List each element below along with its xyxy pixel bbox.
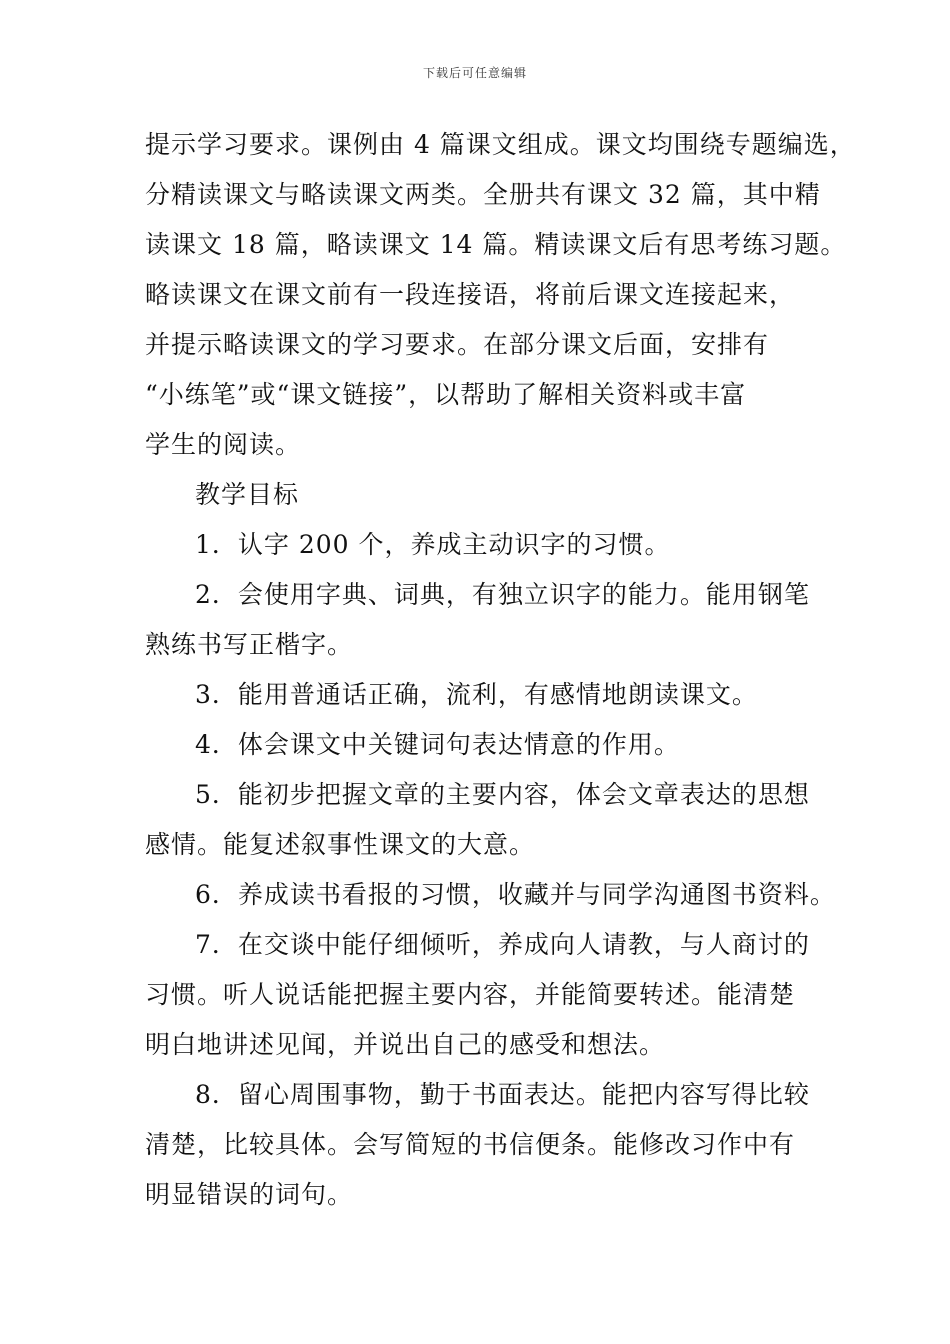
page-header: 下载后可任意编辑 <box>422 66 527 80</box>
text-line: 明显错误的词句。 <box>145 1180 354 1209</box>
text-line: 2．会使用字典、词典，有独立识字的能力。能用钢笔 <box>195 580 810 609</box>
text-line: 并提示略读课文的学习要求。在部分课文后面，安排有 <box>145 330 770 359</box>
goal-item-4 <box>145 720 815 770</box>
goal-item-2 <box>145 570 815 670</box>
text-line: 熟练书写正楷字。 <box>145 630 354 659</box>
intro-paragraph <box>145 120 856 470</box>
text-line: 1．认字 200 个，养成主动识字的习惯。 <box>195 530 671 559</box>
document-body <box>145 120 856 1220</box>
text-line: 4．体会课文中关键词句表达情意的作用。 <box>195 730 680 759</box>
text-line: 学生的阅读。 <box>145 430 302 459</box>
text-line: “小练笔”或“课文链接”，以帮助了解相关资料或丰富 <box>145 380 747 409</box>
text-line: 6．养成读书看报的习惯，收藏并与同学沟通图书资料。 <box>195 880 836 909</box>
text-line: 8．留心周围事物，勤于书面表达。能把内容写得比较 <box>195 1080 810 1109</box>
text-line: 感情。能复述叙事性课文的大意。 <box>145 830 536 859</box>
goal-item-7 <box>145 920 815 1070</box>
text-line: 7．在交谈中能仔细倾听，养成向人请教，与人商讨的 <box>195 930 810 959</box>
goal-item-3 <box>145 670 815 720</box>
text-line: 3．能用普通话正确，流利，有感情地朗读课文。 <box>195 680 758 709</box>
section-heading <box>145 470 815 520</box>
text-line: 5．能初步把握文章的主要内容，体会文章表达的思想 <box>195 780 810 809</box>
text-line: 习惯。听人说话能把握主要内容，并能简要转述。能清楚 <box>145 980 796 1009</box>
text-line: 读课文 18 篇，略读课文 14 篇。精读课文后有思考练习题。 <box>145 230 847 259</box>
goal-item-1 <box>145 520 815 570</box>
text-line: 清楚，比较具体。会写简短的书信便条。能修改习作中有 <box>145 1130 796 1159</box>
text-line: 略读课文在课文前有一段连接语，将前后课文连接起来， <box>145 280 796 309</box>
text-line: 明白地讲述见闻，并说出自己的感受和想法。 <box>145 1030 666 1059</box>
text-line: 提示学习要求。课例由 4 篇课文组成。课文均围绕专题编选， <box>145 130 856 159</box>
goal-item-8 <box>145 1070 815 1220</box>
heading-text: 教学目标 <box>195 480 300 509</box>
text-line: 分精读课文与略读课文两类。全册共有课文 32 篇，其中精 <box>145 180 821 209</box>
goal-item-6 <box>145 870 836 920</box>
goal-item-5 <box>145 770 815 870</box>
